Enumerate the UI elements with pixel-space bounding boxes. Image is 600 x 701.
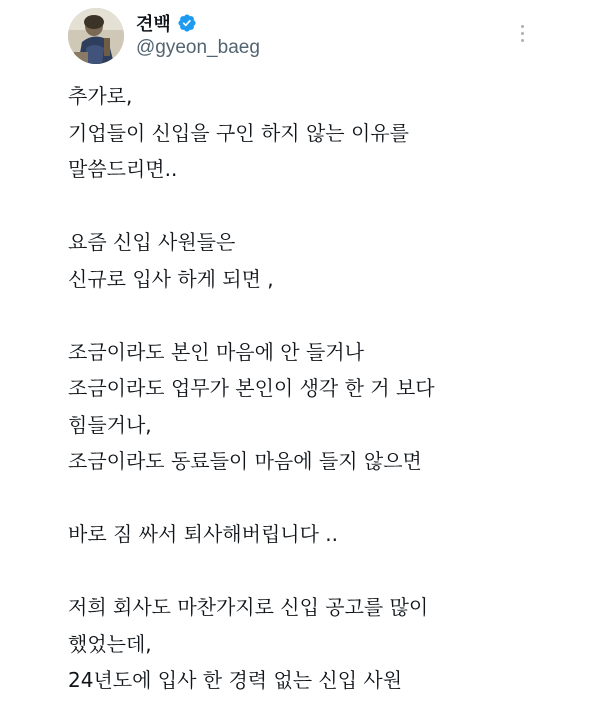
avatar[interactable] <box>68 8 124 64</box>
text-line: 힘들거나, <box>68 412 152 437</box>
text-line: 기업들이 신입을 구인 하지 않는 이유를 <box>68 120 409 145</box>
more-options-icon[interactable] <box>510 18 534 48</box>
text-line: 말씀드리면.. <box>68 157 178 181</box>
author-name-row <box>136 10 197 36</box>
more-dot <box>521 32 524 35</box>
paragraph-gap <box>68 480 568 517</box>
tweet-header <box>0 0 600 70</box>
text-line: 바로 짐 싸서 퇴사해버립니다 .. <box>68 522 338 546</box>
more-dot <box>521 39 524 42</box>
more-dot <box>521 25 524 28</box>
verified-badge-icon <box>177 13 197 33</box>
tweet-text <box>68 78 568 699</box>
text-line: 조금이라도 업무가 본인이 생각 한 거 보다 <box>68 376 435 400</box>
text-line: 추가로, <box>68 84 133 108</box>
text-line: 24년도에 입사 한 경력 없는 신입 사원 <box>68 668 403 692</box>
text-line: 조금이라도 동료들이 마음에 들지 않으면 <box>68 449 422 473</box>
paragraph-gap <box>68 188 568 225</box>
text-line: 신규로 입사 하게 되면 , <box>68 266 274 291</box>
text-line: 조금이라도 본인 마음에 안 들거나 <box>68 339 364 364</box>
author-handle[interactable]: @gyeon_baeg <box>136 37 260 58</box>
paragraph-gap <box>68 553 568 590</box>
author-display-name[interactable]: 견백 <box>136 14 171 35</box>
text-line: 저희 회사도 마찬가지로 신입 공고를 많이 <box>68 595 429 619</box>
paragraph-gap <box>68 297 568 334</box>
avatar-image <box>68 8 124 64</box>
text-line: 요즘 신입 사원들은 <box>68 230 236 254</box>
text-line: 했었는데, <box>68 631 152 656</box>
